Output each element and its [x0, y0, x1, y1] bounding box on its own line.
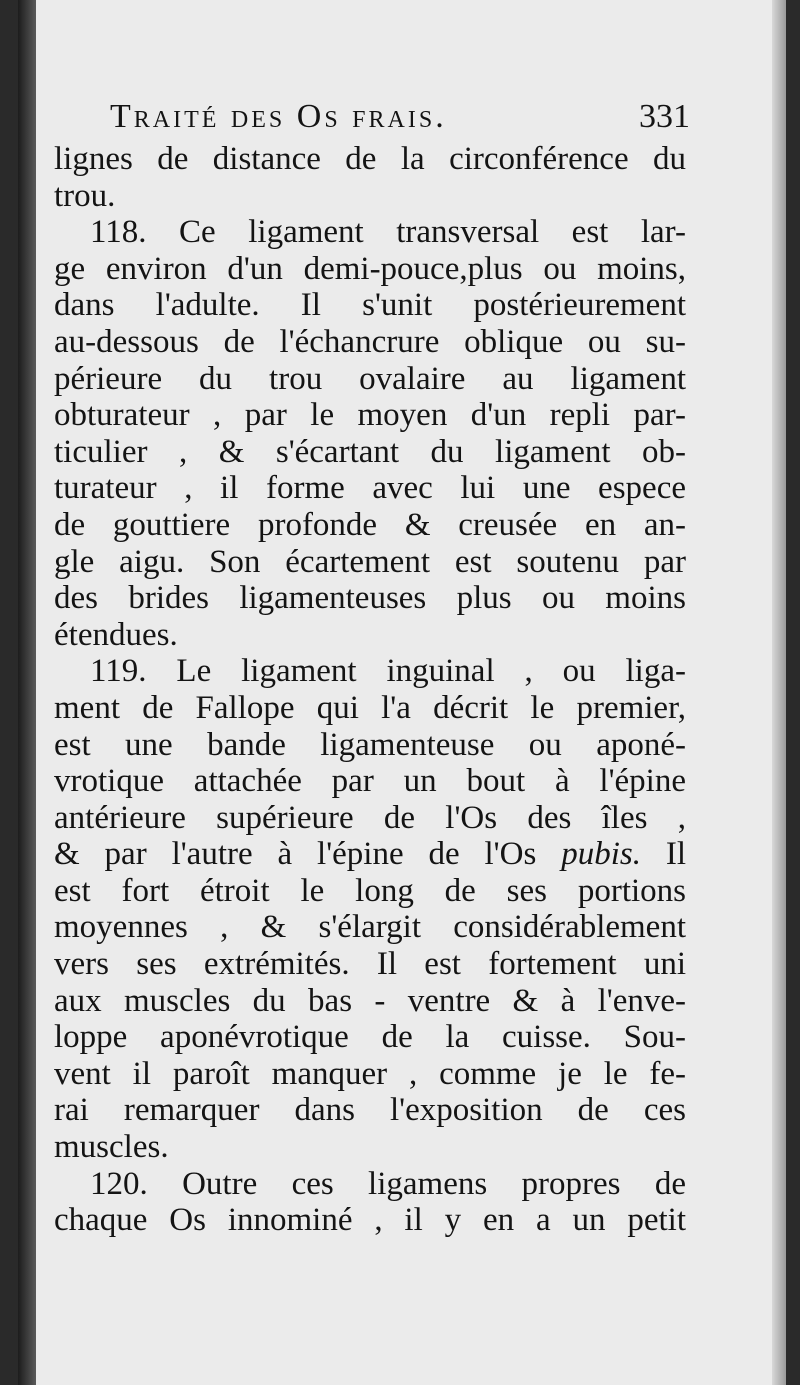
- body-text: [54, 141, 686, 1239]
- text-line: ticulier , & s'écartant du ligament ob-: [54, 433, 686, 470]
- text-line: ment de Fallope qui l'a décrit le premier,: [54, 689, 686, 726]
- text-line: loppe aponévrotique de la cuisse. Sou-: [54, 1019, 686, 1056]
- text-line: est fort étroit le long de ses portions: [54, 872, 686, 909]
- text-line: moyennes , & s'élargit considérablement: [54, 909, 686, 946]
- text-line: des brides ligamenteuses plus ou moins: [54, 580, 686, 617]
- page-gutter-shadow: [18, 0, 36, 1385]
- text-line: trou.: [54, 177, 116, 214]
- text-segment: & par l'autre à l'épine de l'Os: [54, 836, 537, 873]
- text-line: de gouttiere profonde & creusée en an-: [54, 506, 686, 543]
- text-line: aux muscles du bas - ventre & à l'enve-: [54, 982, 686, 1019]
- text-line: au-dessous de l'échancrure oblique ou su-: [54, 323, 686, 360]
- running-title: Traité des Os frais.: [110, 98, 447, 135]
- text-line: vrotique attachée par un bout à l'épine: [54, 763, 686, 800]
- text-line: muscles.: [54, 1129, 169, 1166]
- text-line: dans l'adulte. Il s'unit postérieurement: [54, 287, 686, 324]
- paragraph-120-first-line: 120. Outre ces ligamens propres de: [90, 1165, 686, 1202]
- paragraph-118-first-line: 118. Ce ligament transversal est lar-: [90, 214, 686, 251]
- book-page: [18, 0, 786, 1385]
- text-line: vent il paroît manquer , comme je le fe-: [54, 1055, 686, 1092]
- page-header: [110, 98, 690, 138]
- paragraph-119-first-line: 119. Le ligament inguinal , ou liga-: [90, 653, 686, 690]
- text-line: périeure du trou ovalaire au ligament: [54, 360, 686, 397]
- italic-term: pubis.: [561, 836, 641, 873]
- text-line: est une bande ligamenteuse ou aponé-: [54, 726, 686, 763]
- text-line: obturateur , par le moyen d'un repli par-: [54, 397, 686, 434]
- text-line: ge environ d'un demi-pouce,plus ou moins,: [54, 250, 686, 287]
- text-line-with-italic: [54, 836, 686, 873]
- text-segment: Il: [665, 836, 687, 873]
- text-line: lignes de distance de la circonférence du: [54, 141, 686, 177]
- text-line: gle aigu. Son écartement est soutenu par: [54, 543, 686, 580]
- text-line: chaque Os innominé , il y en a un petit: [54, 1202, 686, 1239]
- text-line: turateur , il forme avec lui une espece: [54, 470, 686, 507]
- text-line: vers ses extrémités. Il est fortement uni: [54, 946, 686, 983]
- text-line: antérieure supérieure de l'Os des îles ,: [54, 799, 686, 836]
- text-line: étendues.: [54, 616, 178, 653]
- page-edge: [772, 0, 786, 1385]
- page-number: 331: [639, 98, 690, 135]
- text-line: rai remarquer dans l'exposition de ces: [54, 1092, 686, 1129]
